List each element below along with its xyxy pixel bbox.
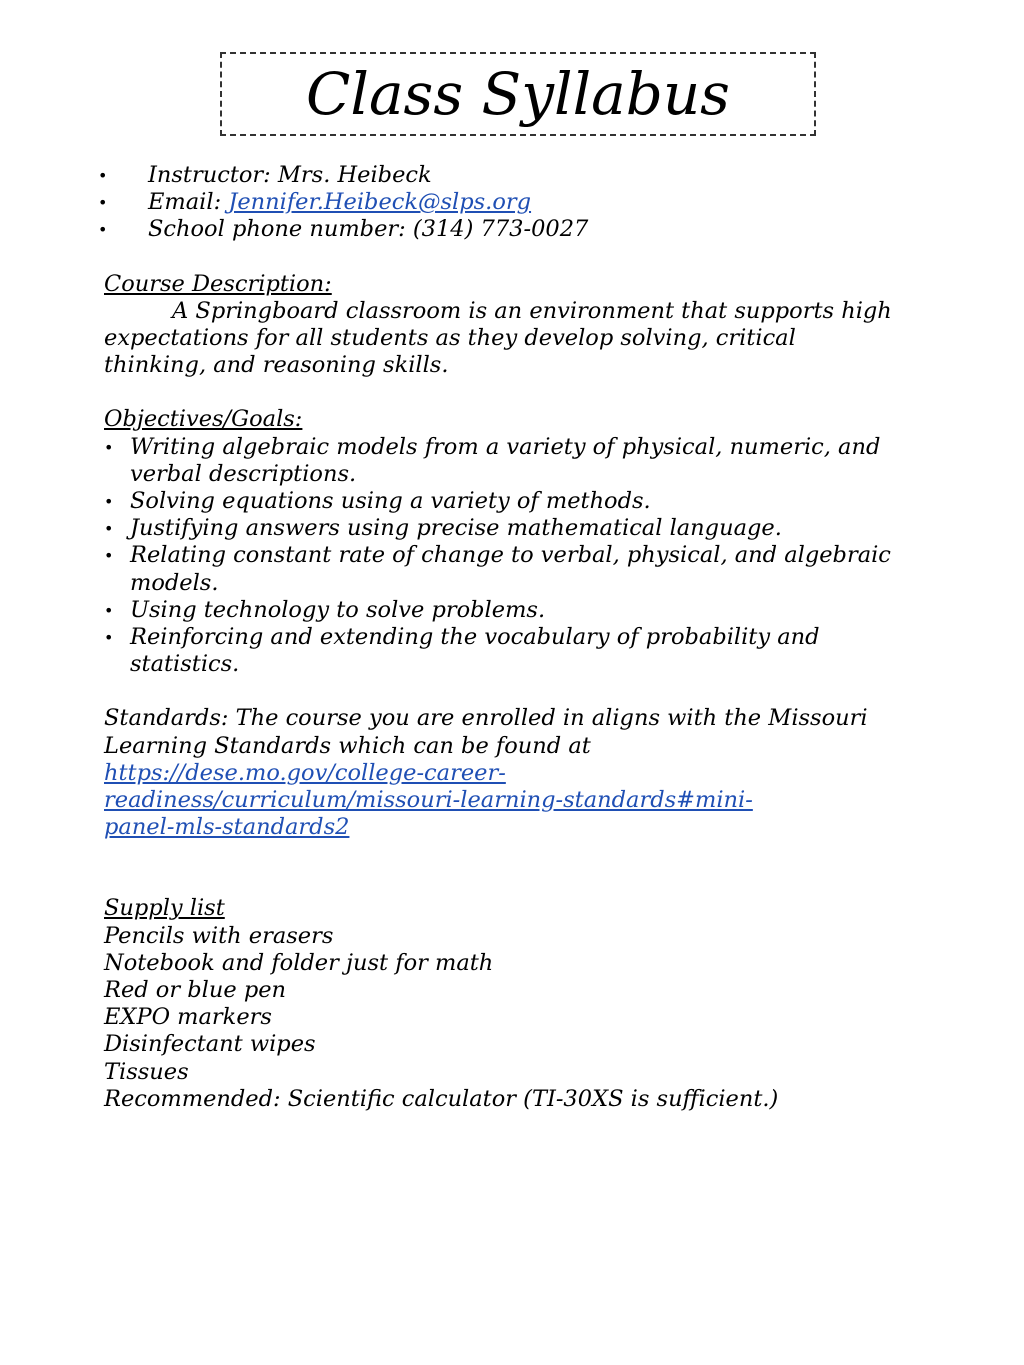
objective-item: • Reinforcing and extending the vocabulary of probability and statistics. — [104, 624, 904, 678]
spacer — [104, 678, 904, 705]
spacer — [104, 244, 904, 271]
spacer — [104, 379, 904, 406]
supply-item: Recommended: Scientific calculator (TI-30XS is sufficient.) — [104, 1085, 779, 1112]
title-box — [220, 52, 816, 136]
spacer — [104, 841, 904, 895]
supply-item: Pencils with erasers — [104, 922, 334, 949]
page-title: Class Syllabus — [306, 60, 730, 128]
supply-list-heading: Supply list — [104, 895, 225, 922]
email-label: Email: — [148, 189, 229, 216]
objective-item: • Relating constant rate of change to verbal, physical, and algebraic models. — [104, 542, 904, 596]
supply-item: Disinfectant wipes — [104, 1031, 316, 1058]
supply-item: Red or blue pen — [104, 977, 287, 1004]
supply-item: Tissues — [104, 1058, 189, 1085]
syllabus-content — [104, 162, 904, 1113]
email-link[interactable]: Jennifer.Heibeck@slps.org — [228, 189, 532, 216]
contact-list — [104, 162, 904, 244]
supply-item: Notebook and folder just for math — [104, 949, 494, 976]
course-description-text — [104, 298, 904, 380]
course-description-line1: A Springboard classroom is an environment that — [172, 297, 728, 324]
objective-item: • Writing algebraic models from a variety of physical, numeric, and verbal descriptions. — [104, 434, 904, 488]
objective-item: • Using technology to solve problems. — [104, 597, 904, 624]
objectives-heading: Objectives/Goals: — [104, 406, 303, 433]
course-description-rest: supports high expectations for all students as they develop solving, critical thinking, and reasoning skills. — [104, 297, 892, 379]
standards-link-line3[interactable]: panel-mls-standards2 — [104, 814, 350, 841]
phone-item — [104, 216, 904, 243]
objective-item: • Justifying answers using precise mathematical language. — [104, 515, 904, 542]
instructor-item — [104, 162, 904, 189]
standards-text: Standards: The course you are enrolled in aligns with the Missouri Learning Standards which can be found at — [104, 705, 868, 759]
phone-text: School phone number: (314) 773-0027 — [148, 216, 589, 243]
instructor-text: Instructor: Mrs. Heibeck — [148, 162, 432, 188]
objectives-list — [104, 434, 904, 679]
standards-link-line1[interactable]: https://dese.mo.gov/college-career- — [104, 759, 506, 786]
standards-link-line2[interactable]: readiness/curriculum/missouri-learning-standards#mini- — [104, 787, 753, 814]
objective-item: • Solving equations using a variety of methods. — [104, 488, 904, 515]
course-description-heading: Course Description: — [104, 270, 332, 297]
email-item — [104, 189, 904, 216]
supply-item: EXPO markers — [104, 1004, 272, 1031]
